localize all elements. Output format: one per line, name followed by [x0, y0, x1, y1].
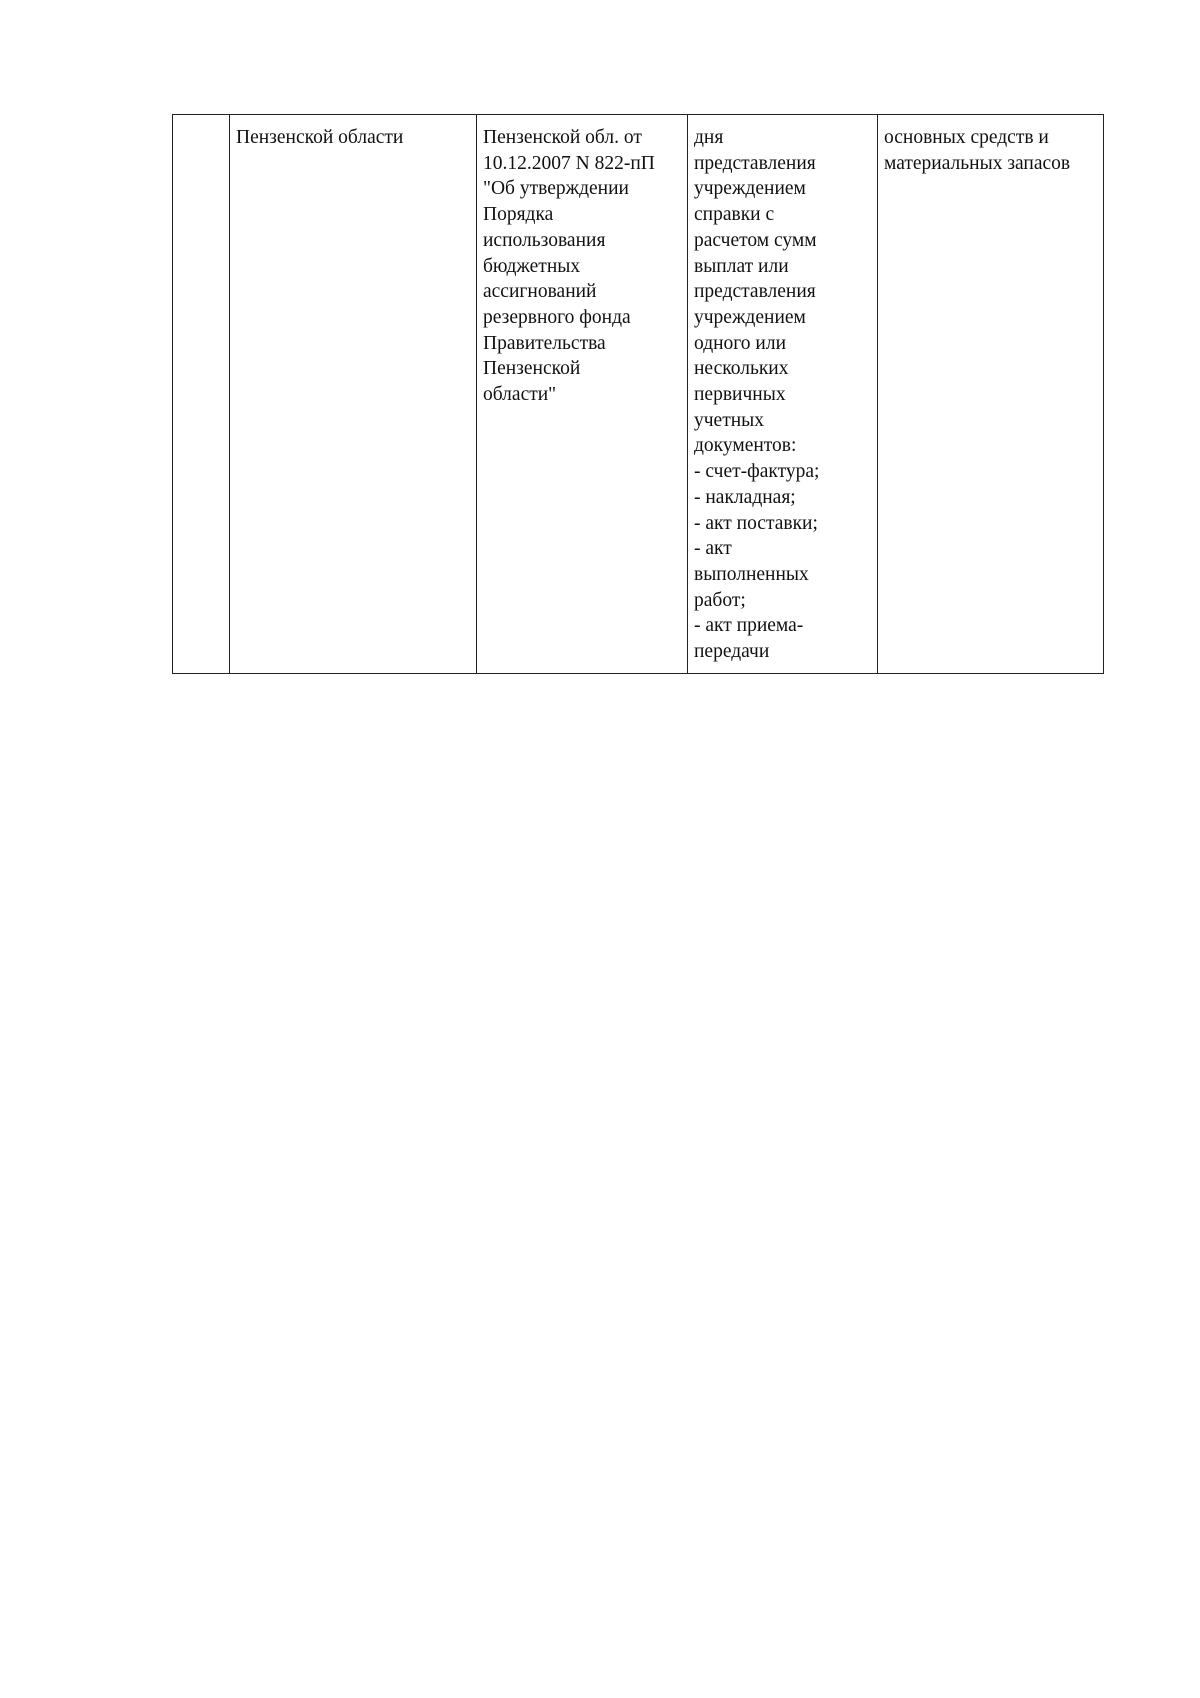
region-cell: Пензенской области [230, 115, 477, 674]
legal-act-cell: Пензенской обл. от 10.12.2007 N 822-пП "Об утверждении Порядка использования бюджетных ассигнований резервного фонда Правительства Пензенской области" [477, 115, 688, 674]
table-row [173, 115, 1104, 674]
assets-cell: основных средств и материальных запасов [878, 115, 1104, 674]
row-number-cell [173, 115, 230, 674]
document-table [172, 114, 1104, 674]
documents-cell: дня представления учреждением справки с расчетом сумм выплат или представления учреждением одного или нескольких первичных учетных документов: - счет-фактура; - накладная; - акт поставки; - акт выполненных работ; - акт приема- передачи [688, 115, 878, 674]
